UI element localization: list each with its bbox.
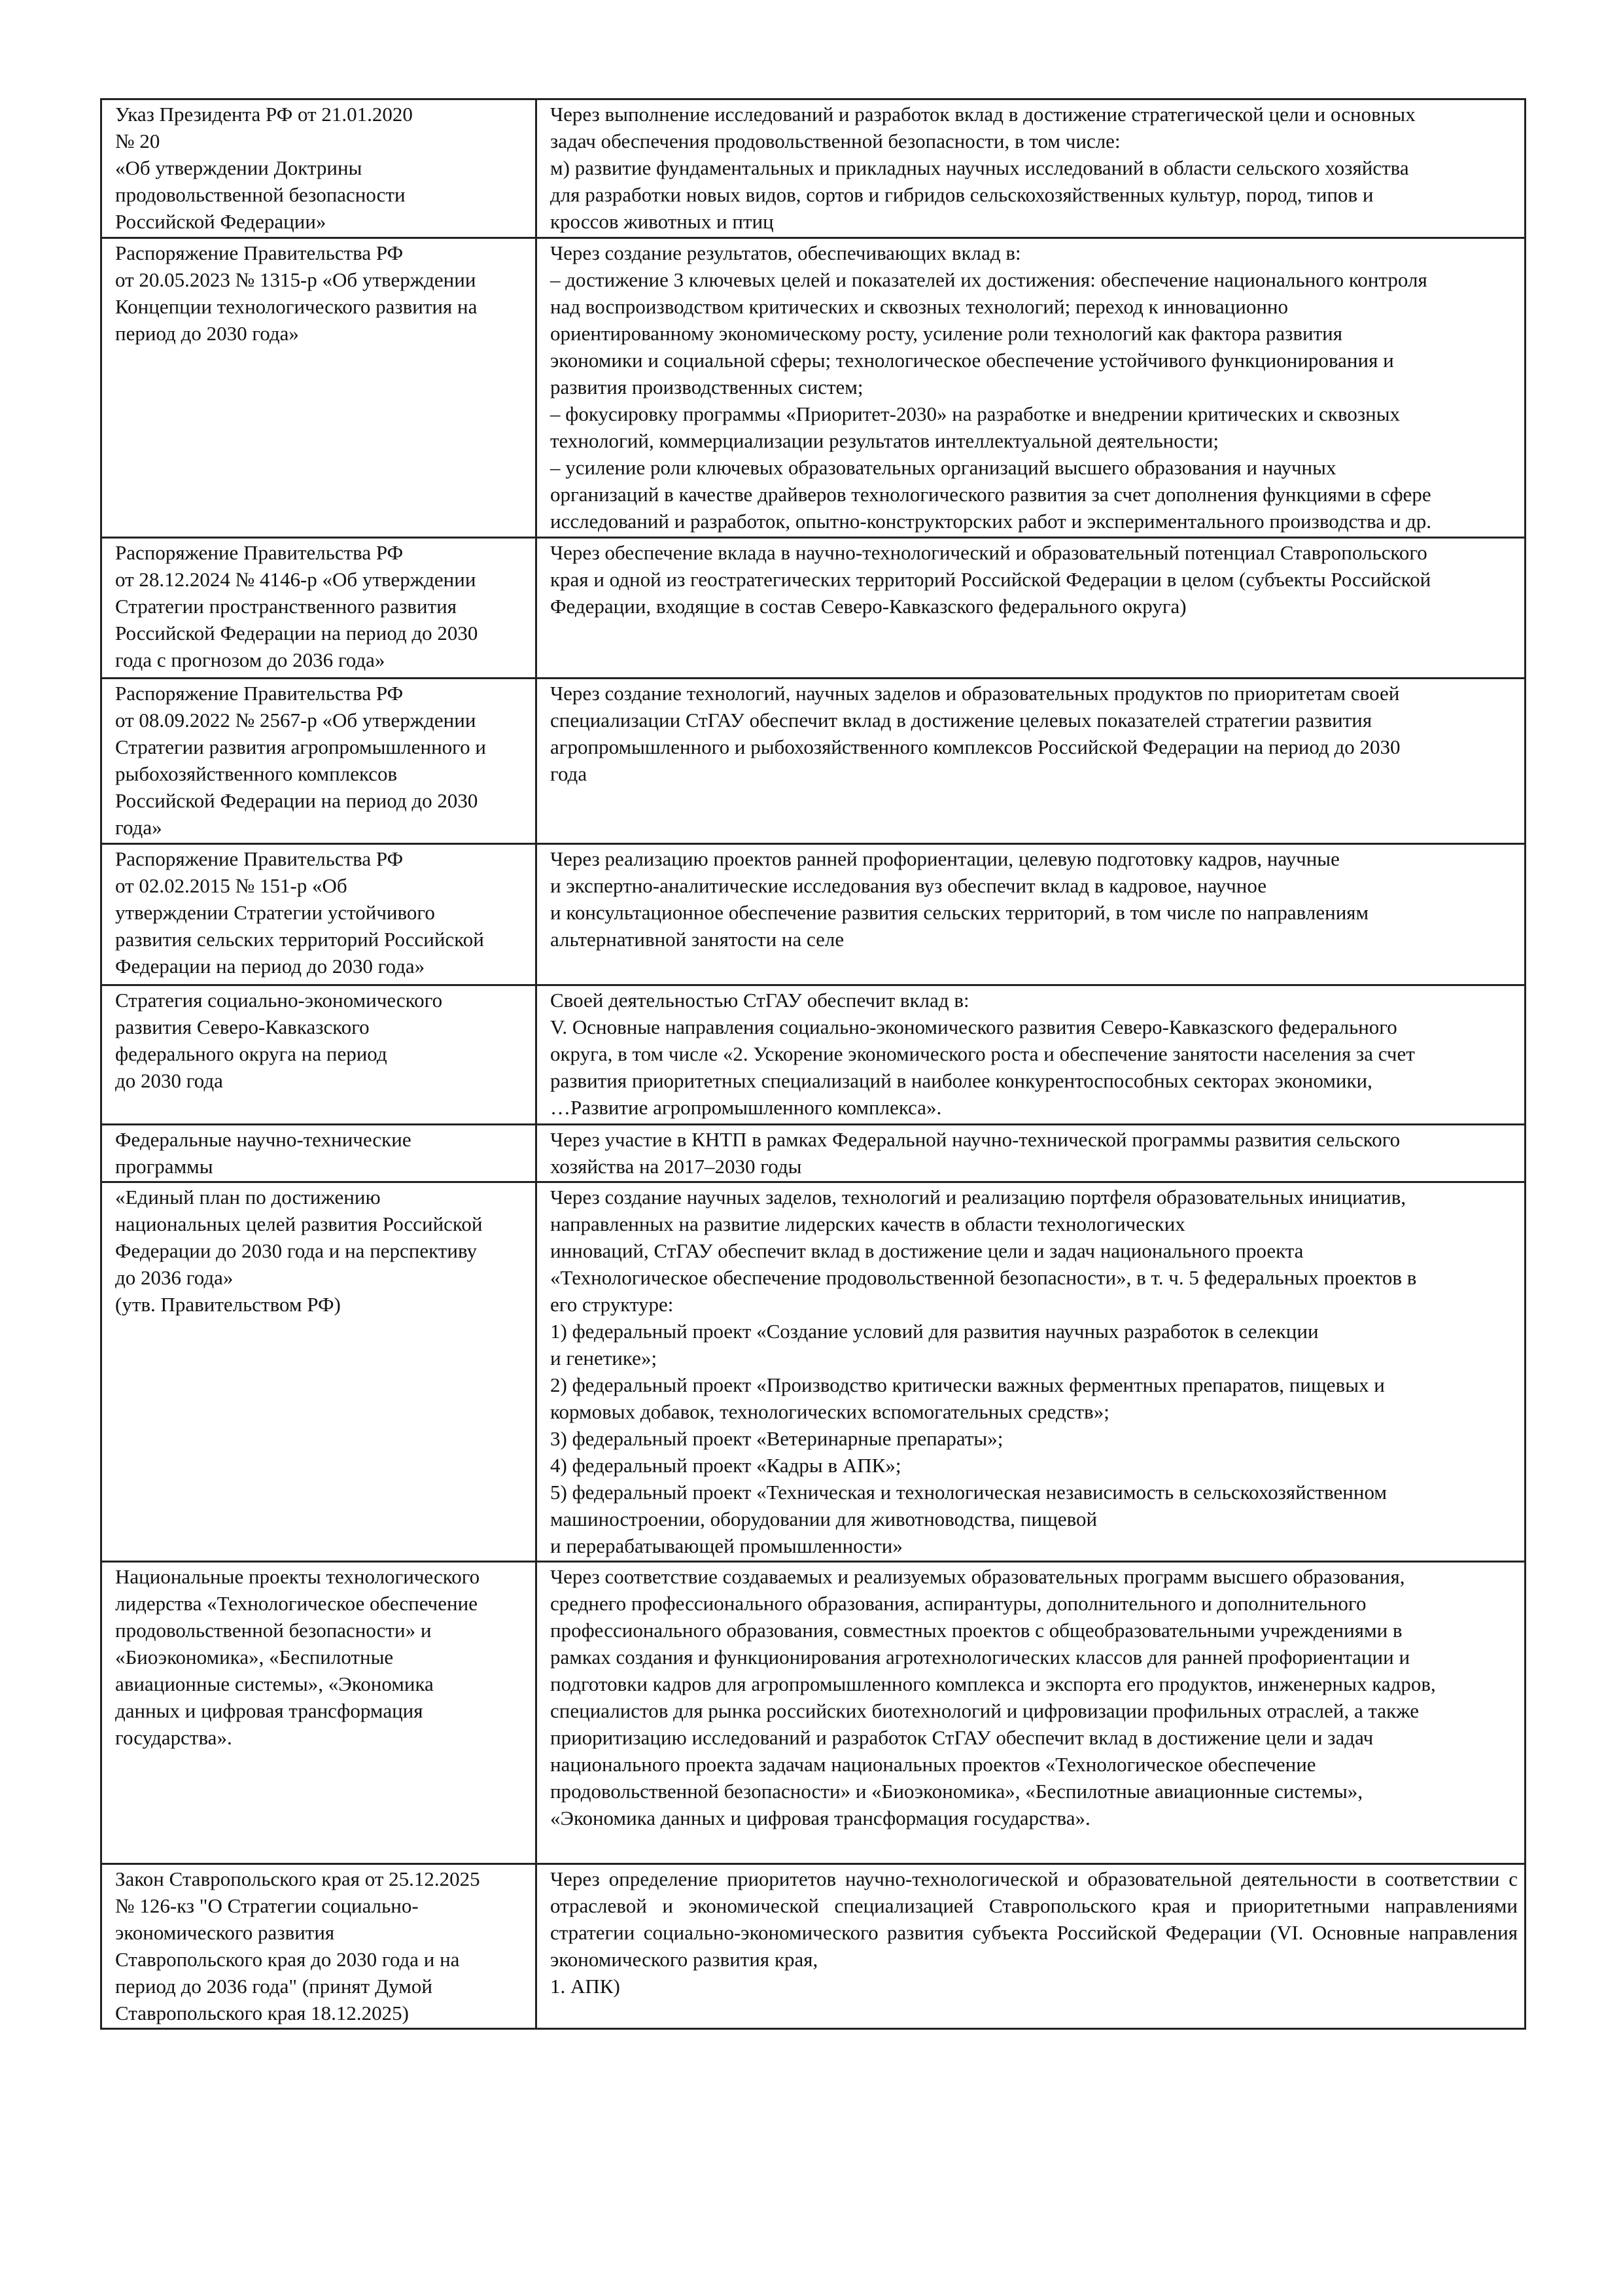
contribution-cell: Своей деятельностью СтГАУ обеспечит вклад в: V. Основные направления социально-экономического развития Северо-Кавказского федерального округа, в том числе «2. Ускорение экономического роста и обеспечение занятости населения за счет развития приоритетных специализаций в наиболее конкурентоспособных секторах экономики, …Развитие агропромышленного комплекса».: [536, 985, 1526, 1125]
document-cell: Распоряжение Правительства РФ от 28.12.2024 № 4146-р «Об утверждении Стратегии пространственного развития Российской Федерации на период до 2030 года с прогнозом до 2036 года»: [101, 538, 536, 679]
table-row: [101, 1864, 1526, 2029]
contribution-cell: Через выполнение исследований и разработок вклад в достижение стратегической цели и основных задач обеспечения продовольственной безопасности, в том числе: м) развитие фундаментальных и прикладных научных исследований в области сельского хозяйства для разработки новых видов, сортов и гибридов сельскохозяйственных культур, пород, типов и кроссов животных и птиц: [536, 99, 1526, 238]
document-cell: Распоряжение Правительства РФ от 02.02.2015 № 151-р «Об утверждении Стратегии устойчивого развития сельских территорий Российской Федерации на период до 2030 года»: [101, 844, 536, 985]
contribution-cell: Через участие в КНТП в рамках Федеральной научно-технической программы развития сельского хозяйства на 2017–2030 годы: [536, 1125, 1526, 1182]
table-row: [101, 985, 1526, 1125]
table-row: [101, 844, 1526, 985]
table-row: [101, 1182, 1526, 1562]
alignment-table: [100, 98, 1526, 2030]
contribution-cell: Через создание научных заделов, технологий и реализацию портфеля образовательных инициатив, направленных на развитие лидерских качеств в области технологических инноваций, СтГАУ обеспечит вклад в достижение цели и задач национального проекта «Технологическое обеспечение продовольственной безопасности», в т. ч. 5 федеральных проектов в его структуре: 1) федеральный проект «Создание условий для развития научных разработок в селекции и генетике»; 2) федеральный проект «Производство критически важных ферментных препаратов, пищевых и кормовых добавок, технологических вспомогательных средств»; 3) федеральный проект «Ветеринарные препараты»; 4) федеральный проект «Кадры в АПК»; 5) федеральный проект «Техническая и технологическая независимость в сельскохозяйственном машиностроении, оборудовании для животноводства, пищевой и перерабатывающей промышленности»: [536, 1182, 1526, 1562]
document-cell: Национальные проекты технологического лидерства «Технологическое обеспечение продовольственной безопасности» и «Биоэкономика», «Беспилотные авиационные системы», «Экономика данных и цифровая трансформация государства».: [101, 1562, 536, 1864]
document-cell: Федеральные научно-технические программы: [101, 1125, 536, 1182]
document-cell: Распоряжение Правительства РФ от 20.05.2023 № 1315-р «Об утверждении Концепции технологического развития на период до 2030 года»: [101, 238, 536, 538]
table-row: [101, 679, 1526, 844]
contribution-cell: Через создание результатов, обеспечивающих вклад в: – достижение 3 ключевых целей и показателей их достижения: обеспечение национального контроля над воспроизводством критических и сквозных технологий; переход к инновационно ориентированному экономическому росту, усиление роли технологий как фактора развития экономики и социальной сферы; технологическое обеспечение устойчивого функционирования и развития производственных систем; – фокусировку программы «Приоритет-2030» на разработке и внедрении критических и сквозных технологий, коммерциализации результатов интеллектуальной деятельности; – усиление роли ключевых образовательных организаций высшего образования и научных организаций в качестве драйверов технологического развития за счет дополнения функциями в сфере исследований и разработок, опытно-конструкторских работ и экспериментального производства и др.: [536, 238, 1526, 538]
table-row: [101, 1562, 1526, 1864]
contribution-cell: Через обеспечение вклада в научно-технологический и образовательный потенциал Ставропольского края и одной из геостратегических территорий Российской Федерации в целом (субъекты Российской Федерации, входящие в состав Северо-Кавказского федерального округа): [536, 538, 1526, 679]
contribution-cell: Через создание технологий, научных заделов и образовательных продуктов по приоритетам своей специализации СтГАУ обеспечит вклад в достижение целевых показателей стратегии развития агропромышленного и рыбохозяйственного комплексов Российской Федерации на период до 2030 года: [536, 679, 1526, 844]
document-cell: «Единый план по достижению национальных целей развития Российской Федерации до 2030 года и на перспективу до 2036 года» (утв. Правительством РФ): [101, 1182, 536, 1562]
table-row: [101, 1125, 1526, 1182]
contribution-cell: Через определение приоритетов научно-технологической и образовательной деятельности в соответствии с отраслевой и экономической специализацией Ставропольского края и приоритетными направлениями стратегии социально-экономического развития субъекта Российской Федерации (VI. Основные направления экономического развития края, 1. АПК): [536, 1864, 1526, 2029]
contribution-cell: Через соответствие создаваемых и реализуемых образовательных программ высшего образования, среднего профессионального образования, аспирантуры, дополнительного и дополнительного профессионального образования, совместных проектов с общеобразовательными учреждениями в рамках создания и функционирования агротехнологических классов для ранней профориентации и подготовки кадров для агропромышленного комплекса и экспорта его продуктов, инженерных кадров, специалистов для рынка российских биотехнологий и цифровизации профильных отраслей, а также приоритизацию исследований и разработок СтГАУ обеспечит вклад в достижение цели и задач национального проекта задачам национальных проектов «Технологическое обеспечение продовольственной безопасности» и «Биоэкономика», «Беспилотные авиационные системы», «Экономика данных и цифровая трансформация государства».: [536, 1562, 1526, 1864]
contribution-cell: Через реализацию проектов ранней профориентации, целевую подготовку кадров, научные и экспертно-аналитические исследования вуз обеспечит вклад в кадровое, научное и консультационное обеспечение развития сельских территорий, в том числе по направлениям альтернативной занятости на селе: [536, 844, 1526, 985]
document-cell: Распоряжение Правительства РФ от 08.09.2022 № 2567-р «Об утверждении Стратегии развития агропромышленного и рыбохозяйственного комплексов Российской Федерации на период до 2030 года»: [101, 679, 536, 844]
document-cell: Закон Ставропольского края от 25.12.2025 № 126-кз "О Стратегии социально- экономического развития Ставропольского края до 2030 года и на период до 2036 года" (принят Думой Ставропольского края 18.12.2025): [101, 1864, 536, 2029]
document-cell: Стратегия социально-экономического развития Северо-Кавказского федерального округа на период до 2030 года: [101, 985, 536, 1125]
document-cell: Указ Президента РФ от 21.01.2020 № 20 «Об утверждении Доктрины продовольственной безопасности Российской Федерации»: [101, 99, 536, 238]
table-row: [101, 238, 1526, 538]
table-row: [101, 538, 1526, 679]
table-row: [101, 99, 1526, 238]
